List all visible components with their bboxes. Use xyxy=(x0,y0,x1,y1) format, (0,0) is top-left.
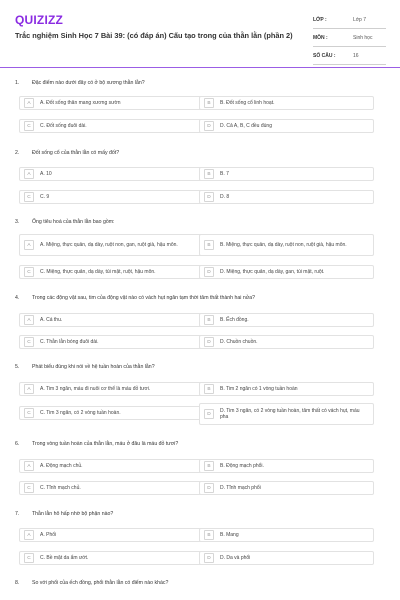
option-text: A. Phổi xyxy=(40,531,57,538)
option-letter: B xyxy=(204,98,214,108)
option-a[interactable] xyxy=(19,96,202,110)
option-c[interactable] xyxy=(19,406,202,420)
option-letter: B xyxy=(204,461,214,471)
option-text: A. Miệng, thực quản, dạ dày, ruột non, gan, ruột già, hậu môn. xyxy=(40,241,178,248)
question-text: Thằn lằn hô hấp nhờ bộ phận nào? xyxy=(32,511,114,517)
option-d[interactable] xyxy=(199,403,374,425)
quiz-info-table xyxy=(313,11,386,65)
info-value: Sinh học xyxy=(353,34,373,41)
option-text: D. Tĩnh mạch phổi xyxy=(220,484,261,491)
option-b[interactable] xyxy=(199,96,374,110)
option-d[interactable] xyxy=(199,265,374,279)
question-number: 5. xyxy=(15,364,20,370)
option-letter: B xyxy=(204,384,214,394)
info-value: Lớp 7 xyxy=(353,16,367,23)
option-letter: D xyxy=(204,483,214,493)
option-a[interactable] xyxy=(19,382,202,396)
option-text: B. Động mạch phổi. xyxy=(220,462,264,469)
option-c[interactable] xyxy=(19,335,202,349)
option-text: C. Tĩnh mạch chủ. xyxy=(40,484,81,491)
option-letter: A xyxy=(24,240,34,250)
option-letter: D xyxy=(204,553,214,563)
option-letter: A xyxy=(24,384,34,394)
question-text: Trong vòng tuần hoàn của thằn lằn, máu ở đâu là máu đỏ tươi? xyxy=(32,441,179,447)
info-label: SỐ CÂU : xyxy=(313,52,336,59)
option-letter: D xyxy=(204,409,214,419)
question-number: 7. xyxy=(15,511,20,517)
option-text: C. Tim 3 ngăn, có 2 vòng tuần hoàn. xyxy=(40,409,121,416)
option-c[interactable] xyxy=(19,481,202,495)
option-letter: B xyxy=(204,169,214,179)
option-d[interactable] xyxy=(199,481,374,495)
option-text: D. Da và phổi xyxy=(220,554,251,561)
option-text: D. 8 xyxy=(220,193,230,200)
option-a[interactable] xyxy=(19,459,202,473)
option-letter: B xyxy=(204,240,214,250)
option-text: B. 7 xyxy=(220,170,229,177)
page-title: Trắc nghiệm Sinh Học 7 Bài 39: (có đáp án) Cấu tạo trong của thằn lằn (phần 2) xyxy=(15,31,293,40)
question-number: 8. xyxy=(15,580,20,586)
question-text: Phát biểu đúng khi nói về hệ tuần hoàn của thằn lằn? xyxy=(32,364,155,370)
option-c[interactable] xyxy=(19,551,202,565)
option-letter: D xyxy=(204,267,214,277)
option-b[interactable] xyxy=(199,167,374,181)
option-text: C. Miệng, thực quản, dạ dày, túi mật, ruột, hậu môn. xyxy=(40,268,156,275)
option-text: A. 10 xyxy=(40,170,52,177)
info-row-count xyxy=(313,47,386,65)
question-number: 6. xyxy=(15,441,20,447)
option-letter: A xyxy=(24,530,34,540)
option-d[interactable] xyxy=(199,335,374,349)
question-text: Đặc điểm nào dưới đây có ở bộ xương thằn lằn? xyxy=(32,80,145,86)
option-a[interactable] xyxy=(19,528,202,542)
question-number: 2. xyxy=(15,150,20,156)
question-text: Đốt sống cổ của thằn lằn có mấy đốt? xyxy=(32,150,120,156)
option-letter: D xyxy=(204,337,214,347)
header-divider xyxy=(0,67,400,68)
option-letter: C xyxy=(24,553,34,563)
option-a[interactable] xyxy=(19,167,202,181)
option-letter: C xyxy=(24,192,34,202)
question-text: Ống tiêu hoá của thằn lằn bao gồm: xyxy=(32,219,115,225)
option-letter: C xyxy=(24,408,34,418)
option-b[interactable] xyxy=(199,313,374,327)
info-label: LỚP : xyxy=(313,16,327,23)
option-b[interactable] xyxy=(199,382,374,396)
option-b[interactable] xyxy=(199,459,374,473)
option-text: A. Tim 3 ngăn, máu đi nuôi cơ thể là máu đỏ tươi. xyxy=(40,385,151,392)
option-text: D. Chuồn chuồn. xyxy=(220,338,258,345)
option-c[interactable] xyxy=(19,265,202,279)
question-text: So với phổi của ếch đồng, phổi thằn lằn có điểm nào khác? xyxy=(32,580,169,586)
quizizz-logo: QUIZIZZ xyxy=(15,13,64,27)
option-c[interactable] xyxy=(19,190,202,204)
option-letter: A xyxy=(24,461,34,471)
option-text: A. Cá thu. xyxy=(40,316,63,323)
option-text: C. Bề mặt da ẩm ướt. xyxy=(40,554,89,561)
option-text: B. Đốt sống cổ linh hoạt. xyxy=(220,99,275,106)
option-text: B. Mang xyxy=(220,531,239,538)
option-letter: C xyxy=(24,267,34,277)
option-d[interactable] xyxy=(199,190,374,204)
option-text: A. Đốt sống thân mang xương sườn xyxy=(40,99,121,106)
option-text: B. Tim 2 ngăn có 1 vòng tuần hoàn xyxy=(220,385,298,392)
option-text: D. Tim 3 ngăn, có 2 vòng tuần hoàn, tâm thất có vách hụt, máu pha xyxy=(220,407,360,420)
option-text: B. Ếch đồng. xyxy=(220,316,249,323)
option-a[interactable] xyxy=(19,234,202,256)
option-text: A. Động mạch chủ. xyxy=(40,462,83,469)
info-value: 16 xyxy=(353,52,359,59)
option-letter: A xyxy=(24,169,34,179)
option-d[interactable] xyxy=(199,551,374,565)
option-letter: B xyxy=(204,530,214,540)
option-text: D. Miệng, thực quản, dạ dày, gan, túi mật, ruột. xyxy=(220,268,325,275)
option-text: D. Cả A, B, C đều đúng xyxy=(220,122,272,129)
option-text: B. Miệng, thực quản, dạ dày, ruột non, ruột già, hậu môn. xyxy=(220,241,347,248)
option-letter: A xyxy=(24,315,34,325)
question-number: 4. xyxy=(15,295,20,301)
question-text: Trong các động vật sau, tim của động vật nào có vách hụt ngăn tạm thời tâm thất thành hai nửa? xyxy=(32,295,255,301)
option-letter: D xyxy=(204,192,214,202)
info-row-class xyxy=(313,11,386,29)
option-text: C. Đốt sống đuôi dài. xyxy=(40,122,87,129)
info-label: MÔN : xyxy=(313,34,328,41)
option-text: C. 9 xyxy=(40,193,50,200)
option-text: C. Thằn lằn bóng đuôi dài. xyxy=(40,338,99,345)
option-letter: C xyxy=(24,483,34,493)
option-letter: A xyxy=(24,98,34,108)
option-letter: B xyxy=(204,315,214,325)
option-letter: C xyxy=(24,337,34,347)
option-b[interactable] xyxy=(199,528,374,542)
option-letter: D xyxy=(204,121,214,131)
question-number: 3. xyxy=(15,219,20,225)
question-number: 1. xyxy=(15,80,20,86)
option-b[interactable] xyxy=(199,234,374,256)
option-letter: C xyxy=(24,121,34,131)
option-a[interactable] xyxy=(19,313,202,327)
option-d[interactable] xyxy=(199,119,374,133)
info-row-subject xyxy=(313,29,386,47)
option-c[interactable] xyxy=(19,119,202,133)
